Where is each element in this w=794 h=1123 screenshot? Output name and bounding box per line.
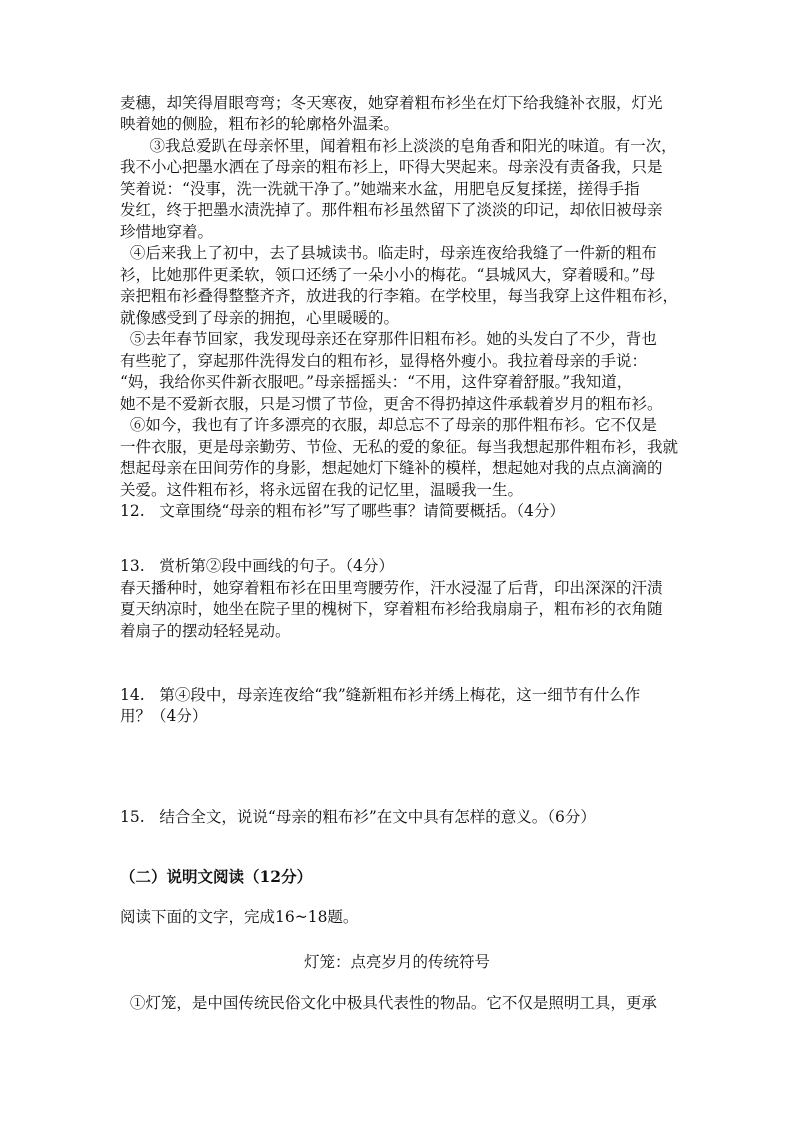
- text-line: 我不小心把墨水洒在了母亲的粗布衫上，吓得大哭起来。母亲没有责备我，只是: [120, 158, 663, 176]
- text-line: 笑着说：“没事，洗一洗就干净了。”她端来水盆，用肥皂反复揉搓，搓得手指: [120, 180, 640, 198]
- section-heading: （二）说明文阅读（12分）: [120, 867, 313, 886]
- question-13: 13. 赏析第②段中画线的句子。（4分）: [120, 557, 395, 575]
- text-line: 珍惜地穿着。: [120, 223, 214, 241]
- text-line: 她不是不爱新衣服，只是习惯了节俭，更舍不得扔掉这件承载着岁月的粗布衫。: [120, 395, 663, 413]
- question-14: 14. 第④段中，母亲连夜给“我”缝新粗布衫并绣上梅花，这一细节有什么作: [120, 686, 641, 704]
- text-line: ③我总爱趴在母亲怀里，闻着粗布衫上淡淡的皂角香和阳光的味道。有一次，: [120, 137, 677, 155]
- quoted-sentence: 春天播种时，她穿着粗布衫在田里弯腰劳作，汗水浸湿了后背，印出深深的汗渍: [120, 579, 663, 597]
- text-line: 映着她的侧脸，粗布衫的轮廓格外温柔。: [120, 115, 400, 133]
- text-line: ⑥如今，我也有了许多漂亮的衣服，却总忘不了母亲的那件粗布衫。它不仅是: [120, 416, 657, 434]
- question-15: 15. 结合全文，说说“母亲的粗布衫”在文中具有怎样的意义。（6分）: [120, 808, 596, 826]
- text-line: 关爱。这件粗布衫，将永远留在我的记忆里，温暖我一生。: [120, 481, 524, 499]
- question-12: 12. 文章围绕“母亲的粗布衫”写了哪些事？请简要概括。（4分）: [120, 502, 565, 520]
- text-line: “妈，我给你买件新衣服吧。”母亲摇摇头：“不用，这件穿着舒服。”我知道，: [120, 373, 633, 391]
- text-line: 想起母亲在田间劳作的身影，想起她灯下缝补的模样，想起她对我的点点滴滴的: [120, 459, 663, 477]
- quoted-sentence: 着扇子的摆动轻轻晃动。: [120, 622, 291, 640]
- text-line: 亲把粗布衫叠得整整齐齐，放进我的行李箱。在学校里，每当我穿上这件粗布衫，: [120, 287, 679, 305]
- quoted-sentence: 夏天纳凉时，她坐在院子里的槐树下，穿着粗布衫给我扇扇子，粗布衫的衣角随: [120, 600, 663, 618]
- text-line: ④后来我上了初中，去了县城读书。临走时，母亲连夜给我缝了一件新的粗布: [120, 244, 657, 262]
- text-line: ①灯笼，是中国传统民俗文化中极具代表性的物品。它不仅是照明工具，更承: [120, 994, 657, 1012]
- question-14: 用？（4分）: [120, 707, 208, 725]
- text-line: 麦穗，却笑得眉眼弯弯；冬天寒夜，她穿着粗布衫坐在灯下给我缝补衣服，灯光: [120, 94, 663, 112]
- instruction: 阅读下面的文字，完成16~18题。: [120, 908, 359, 926]
- text-line: 一件衣服，更是母亲勤劳、节俭、无私的爱的象征。每当我想起那件粗布衫，我就: [120, 438, 679, 456]
- text-line: 衫，比她那件更柔软，领口还绣了一朵小小的梅花。“县城风大，穿着暖和。”母: [120, 266, 656, 284]
- text-line: 发红，终于把墨水渍洗掉了。那件粗布衫虽然留下了淡淡的印记，却依旧被母亲: [120, 201, 663, 219]
- text-line: 有些驼了，穿起那件洗得发白的粗布衫，显得格外瘦小。我拉着母亲的手说：: [120, 352, 648, 370]
- text-line: ⑤去年春节回家，我发现母亲还在穿那件旧粗布衫。她的头发白了不少，背也: [120, 330, 657, 348]
- article-title: 灯笼：点亮岁月的传统符号: [303, 953, 490, 971]
- text-line: 就像感受到了母亲的拥抱，心里暖暖的。: [120, 309, 400, 327]
